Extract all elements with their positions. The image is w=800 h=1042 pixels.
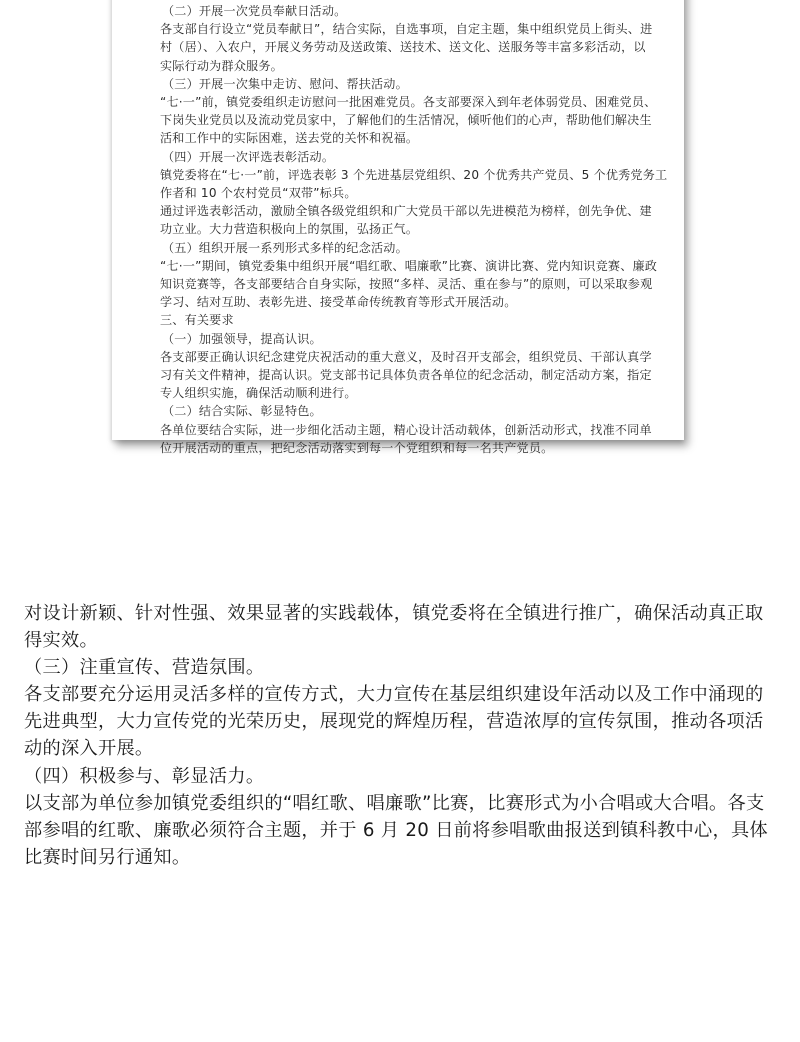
card-line: 各单位要结合实际，进一步细化活动主题，精心设计活动载体，创新活动形式，找准不同单 xyxy=(160,422,652,437)
card-line: 下岗失业党员以及流动党员家中，了解他们的生活情况，倾听他们的心声，帮助他们解决生 xyxy=(160,113,652,128)
card-line: 习有关文件精神，提高认识。党支部书记具体负责各单位的纪念活动，制定活动方案，指定 xyxy=(160,368,652,383)
body-line: 各支部要充分运用灵活多样的宣传方式，大力宣传在基层组织建设年活动以及工作中涌现的 xyxy=(24,684,764,706)
body-line: 对设计新颖、针对性强、效果显著的实践载体，镇党委将在全镇进行推广，确保活动真正取 xyxy=(24,603,764,624)
card-line: 位开展活动的重点，把纪念活动落实到每一个党组织和每一名共产党员。 xyxy=(160,440,554,455)
card-line: 镇党委将在“七·一”前，评选表彰 3 个先进基层党组织、20 个优秀共产党员、5 个优秀党务工 xyxy=(160,167,668,182)
card-line: 学习、结对互助、表彰先进、接受革命传统教育等形式开展活动。 xyxy=(160,295,517,310)
card-line: 实际行动为群众服务。 xyxy=(160,58,283,73)
card-line: （二）结合实际、彰显特色。 xyxy=(162,404,322,419)
card-line: （四）开展一次评选表彰活动。 xyxy=(162,149,335,164)
document-page-preview xyxy=(112,0,684,455)
body-line: 先进典型，大力宣传党的光荣历史，展现党的辉煌历程，营造浓厚的宣传氛围，推动各项活 xyxy=(24,711,764,733)
card-line: 通过评选表彰活动，激励全镇各级党组织和广大党员干部以先进模范为榜样，创先争优、建 xyxy=(160,204,652,219)
card-line: 作者和 10 个农村党员“双带”标兵。 xyxy=(160,186,357,201)
card-line: 各支部要正确认识纪念建党庆祝活动的重大意义，及时召开支部会，组织党员、干部认真学 xyxy=(160,349,652,364)
card-line: 村（居）、入农户，开展义务劳动及送政策、送技术、送文化、送服务等丰富多彩活动，以 xyxy=(160,40,646,55)
card-line: 专人组织实施，确保活动顺利进行。 xyxy=(160,386,357,401)
card-line: “七·一”期间，镇党委集中组织开展“唱红歌、唱廉歌”比赛、演讲比赛、党内知识竞赛、廉政 xyxy=(160,258,658,273)
card-line: （三）开展一次集中走访、慰问、帮扶活动。 xyxy=(162,76,408,91)
card-line: （一）加强领导，提高认识。 xyxy=(162,331,322,346)
card-line: 活和工作中的实际困难，送去党的关怀和祝福。 xyxy=(160,131,419,146)
body-line: 得实效。 xyxy=(24,630,98,652)
card-line: 各支部自行设立“党员奉献日”，结合实际，自选事项，自定主题，集中组织党员上街头、进 xyxy=(160,22,653,37)
body-subheading: （四）积极参与、彰显活力。 xyxy=(24,765,265,787)
card-line: “七·一”前，镇党委组织走访慰问一批困难党员。各支部要深入到年老体弱党员、困难党员、 xyxy=(160,95,657,110)
body-line: 动的深入开展。 xyxy=(24,738,154,760)
card-line: 功立业。大力营造积极向上的氛围，弘扬正气。 xyxy=(160,222,419,237)
card-line: 知识竞赛等，各支部要结合自身实际，按照“多样、灵活、重在参与”的原则，可以采取参观 xyxy=(160,277,653,292)
section-heading: 三、有关要求 xyxy=(160,313,234,328)
body-subheading: （三）注重宣传、营造氛围。 xyxy=(24,657,265,679)
body-line: 以支部为单位参加镇党委组织的“唱红歌、唱廉歌”比赛，比赛形式为小合唱或大合唱。各支 xyxy=(24,792,765,814)
card-line: （五）组织开展一系列形式多样的纪念活动。 xyxy=(162,240,408,255)
body-line: 部参唱的红歌、廉歌必须符合主题，并于 6 月 20 日前将参唱歌曲报送到镇科教中心，具体 xyxy=(24,819,768,841)
body-line: 比赛时间另行通知。 xyxy=(24,846,191,868)
card-line: （二）开展一次党员奉献日活动。 xyxy=(162,4,347,18)
document-body-text xyxy=(24,600,780,871)
